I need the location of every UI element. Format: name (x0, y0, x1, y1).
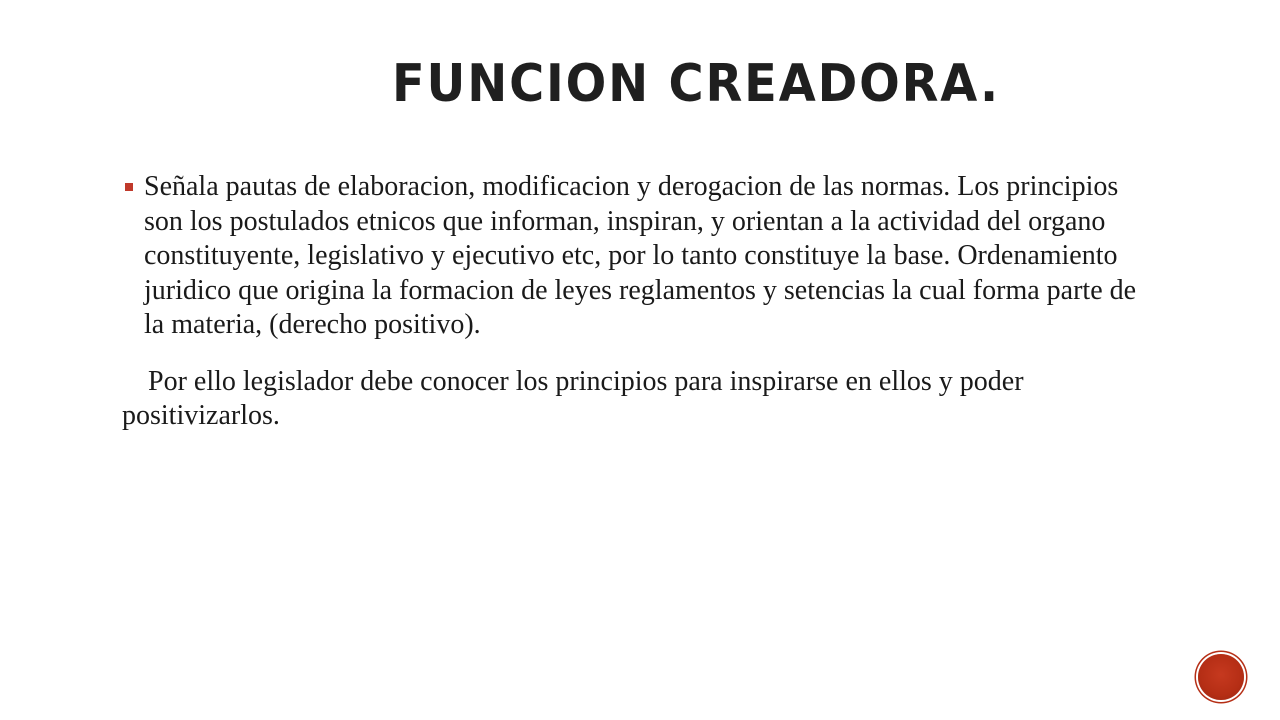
slide-title: FUNCION CREADORA. (392, 54, 1001, 114)
slide-body (122, 170, 1162, 434)
square-bullet-icon (125, 183, 133, 191)
bullet-text: Señala pautas de elaboracion, modificacion y derogacion de las normas. Los principios son los postulados etnicos que informan, inspiran, y orientan a la actividad del organo constituyente, legislativo y ejecutivo etc, por lo tanto constituye la base. Ordenamiento juridico que origina la formacion de leyes reglamentos y setencias la cual forma parte de la materia, (derecho positivo). (144, 171, 1137, 340)
circle-nav-icon[interactable] (1198, 654, 1244, 700)
bullet-item (122, 170, 1162, 343)
body-paragraph: Por ello legislador debe conocer los principios para inspirarse en ellos y poder positivizarlos. (122, 365, 1024, 431)
